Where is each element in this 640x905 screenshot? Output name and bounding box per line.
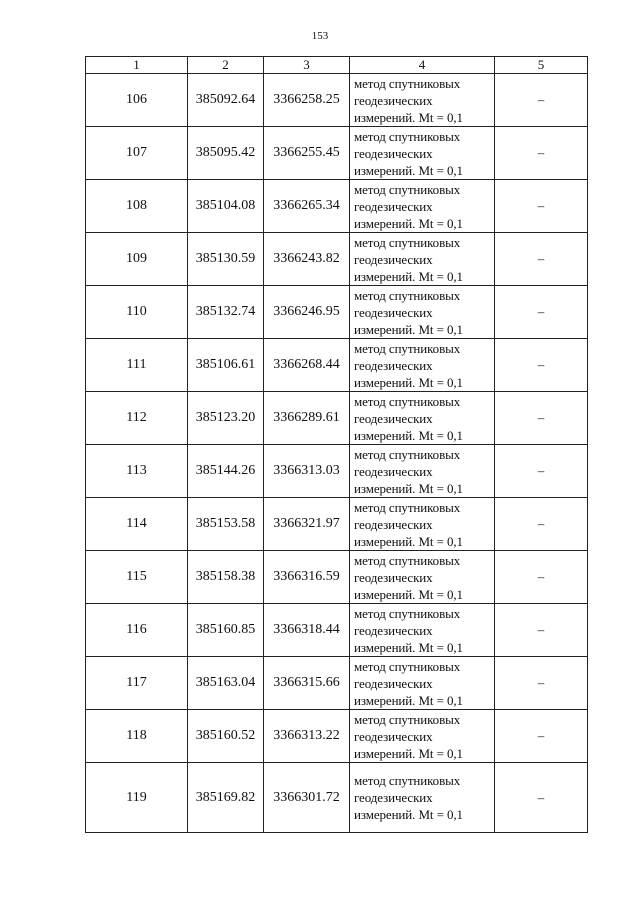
- table-row: [86, 286, 588, 339]
- note-cell: –: [495, 286, 588, 339]
- method-line: метод спутниковых: [354, 658, 461, 674]
- note-cell: –: [495, 127, 588, 180]
- method-line: измерений. Mt = 0,1: [354, 692, 463, 708]
- y-coordinate-cell: 3366268.44: [264, 339, 350, 392]
- method-cell: [350, 445, 495, 498]
- table-row: [86, 604, 588, 657]
- method-line: метод спутниковых: [354, 499, 461, 515]
- method-line: геодезических: [354, 516, 433, 532]
- table-row: [86, 498, 588, 551]
- method-line: геодезических: [354, 198, 433, 214]
- y-coordinate-cell: 3366313.22: [264, 710, 350, 763]
- x-coordinate-cell: 385095.42: [188, 127, 264, 180]
- point-number-cell: 117: [86, 657, 188, 710]
- method-line: измерений. Mt = 0,1: [354, 533, 463, 549]
- table-row: [86, 763, 588, 833]
- x-coordinate-cell: 385130.59: [188, 233, 264, 286]
- method-line: геодезических: [354, 92, 433, 108]
- table-body: [86, 74, 588, 833]
- table-row: [86, 392, 588, 445]
- x-coordinate-cell: 385163.04: [188, 657, 264, 710]
- method-line: геодезических: [354, 790, 433, 805]
- method-cell: [350, 657, 495, 710]
- note-cell: –: [495, 445, 588, 498]
- note-cell: –: [495, 498, 588, 551]
- table-row: [86, 657, 588, 710]
- table-row: [86, 74, 588, 127]
- note-cell: –: [495, 392, 588, 445]
- method-line: измерений. Mt = 0,1: [354, 480, 463, 496]
- note-cell: –: [495, 657, 588, 710]
- method-line: измерений. Mt = 0,1: [354, 162, 463, 178]
- method-line: измерений. Mt = 0,1: [354, 109, 463, 125]
- method-line: измерений. Mt = 0,1: [354, 321, 463, 337]
- x-coordinate-cell: 385160.85: [188, 604, 264, 657]
- point-number-cell: 107: [86, 127, 188, 180]
- method-cell: [350, 286, 495, 339]
- y-coordinate-cell: 3366246.95: [264, 286, 350, 339]
- method-line: измерений. Mt = 0,1: [354, 374, 463, 390]
- method-line: измерений. Mt = 0,1: [354, 268, 463, 284]
- x-coordinate-cell: 385106.61: [188, 339, 264, 392]
- column-header: 4: [350, 57, 495, 74]
- note-cell: –: [495, 180, 588, 233]
- y-coordinate-cell: 3366301.72: [264, 763, 350, 833]
- table-header-row: [86, 57, 588, 74]
- x-coordinate-cell: 385153.58: [188, 498, 264, 551]
- y-coordinate-cell: 3366289.61: [264, 392, 350, 445]
- x-coordinate-cell: 385160.52: [188, 710, 264, 763]
- note-cell: –: [495, 763, 588, 833]
- method-line: метод спутниковых: [354, 552, 461, 568]
- method-line: геодезических: [354, 569, 433, 585]
- method-line: измерений. Mt = 0,1: [354, 427, 463, 443]
- method-line: метод спутниковых: [354, 234, 461, 250]
- x-coordinate-cell: 385158.38: [188, 551, 264, 604]
- point-number-cell: 116: [86, 604, 188, 657]
- table-row: [86, 445, 588, 498]
- note-cell: –: [495, 233, 588, 286]
- method-line: измерений. Mt = 0,1: [354, 745, 463, 761]
- point-number-cell: 112: [86, 392, 188, 445]
- table-row: [86, 127, 588, 180]
- method-line: метод спутниковых: [354, 128, 461, 144]
- y-coordinate-cell: 3366258.25: [264, 74, 350, 127]
- method-line: метод спутниковых: [354, 75, 461, 91]
- method-cell: [350, 233, 495, 286]
- point-number-cell: 109: [86, 233, 188, 286]
- method-line: геодезических: [354, 728, 433, 744]
- method-line: измерений. Mt = 0,1: [354, 215, 463, 231]
- y-coordinate-cell: 3366243.82: [264, 233, 350, 286]
- method-line: геодезических: [354, 675, 433, 691]
- method-line: геодезических: [354, 357, 433, 373]
- y-coordinate-cell: 3366265.34: [264, 180, 350, 233]
- method-cell: [350, 74, 495, 127]
- note-cell: –: [495, 74, 588, 127]
- column-header: 1: [86, 57, 188, 74]
- x-coordinate-cell: 385123.20: [188, 392, 264, 445]
- method-line: геодезических: [354, 622, 433, 638]
- method-cell: [350, 763, 495, 833]
- note-cell: –: [495, 604, 588, 657]
- point-number-cell: 106: [86, 74, 188, 127]
- method-cell: [350, 498, 495, 551]
- point-number-cell: 108: [86, 180, 188, 233]
- method-cell: [350, 604, 495, 657]
- table-row: [86, 339, 588, 392]
- y-coordinate-cell: 3366321.97: [264, 498, 350, 551]
- method-line: геодезических: [354, 410, 433, 426]
- point-number-cell: 110: [86, 286, 188, 339]
- y-coordinate-cell: 3366255.45: [264, 127, 350, 180]
- note-cell: –: [495, 339, 588, 392]
- method-line: метод спутниковых: [354, 340, 461, 356]
- x-coordinate-cell: 385092.64: [188, 74, 264, 127]
- method-line: метод спутниковых: [354, 605, 461, 621]
- table-row: [86, 710, 588, 763]
- method-line: геодезических: [354, 251, 433, 267]
- method-line: геодезических: [354, 304, 433, 320]
- method-line: метод спутниковых: [354, 287, 461, 303]
- column-header: 3: [264, 57, 350, 74]
- method-cell: [350, 127, 495, 180]
- x-coordinate-cell: 385144.26: [188, 445, 264, 498]
- x-coordinate-cell: 385104.08: [188, 180, 264, 233]
- point-number-cell: 119: [86, 763, 188, 833]
- method-line: геодезических: [354, 463, 433, 479]
- method-line: измерений. Mt = 0,1: [354, 807, 463, 822]
- column-header: 2: [188, 57, 264, 74]
- method-line: метод спутниковых: [354, 446, 461, 462]
- column-header: 5: [495, 57, 588, 74]
- x-coordinate-cell: 385132.74: [188, 286, 264, 339]
- y-coordinate-cell: 3366316.59: [264, 551, 350, 604]
- x-coordinate-cell: 385169.82: [188, 763, 264, 833]
- point-number-cell: 111: [86, 339, 188, 392]
- y-coordinate-cell: 3366313.03: [264, 445, 350, 498]
- method-cell: [350, 339, 495, 392]
- table-row: [86, 551, 588, 604]
- point-number-cell: 115: [86, 551, 188, 604]
- point-number-cell: 113: [86, 445, 188, 498]
- method-cell: [350, 180, 495, 233]
- method-cell: [350, 710, 495, 763]
- method-line: измерений. Mt = 0,1: [354, 639, 463, 655]
- method-line: метод спутниковых: [354, 181, 461, 197]
- method-line: измерений. Mt = 0,1: [354, 586, 463, 602]
- note-cell: –: [495, 710, 588, 763]
- y-coordinate-cell: 3366315.66: [264, 657, 350, 710]
- point-number-cell: 118: [86, 710, 188, 763]
- table-row: [86, 233, 588, 286]
- method-line: метод спутниковых: [354, 393, 461, 409]
- page-number: 153: [311, 30, 329, 42]
- method-line: метод спутниковых: [354, 711, 461, 727]
- method-line: геодезических: [354, 145, 433, 161]
- point-number-cell: 114: [86, 498, 188, 551]
- note-cell: –: [495, 551, 588, 604]
- table-row: [86, 180, 588, 233]
- method-cell: [350, 551, 495, 604]
- coordinates-table: [85, 56, 588, 833]
- y-coordinate-cell: 3366318.44: [264, 604, 350, 657]
- method-line: метод спутниковых: [354, 773, 461, 788]
- method-cell: [350, 392, 495, 445]
